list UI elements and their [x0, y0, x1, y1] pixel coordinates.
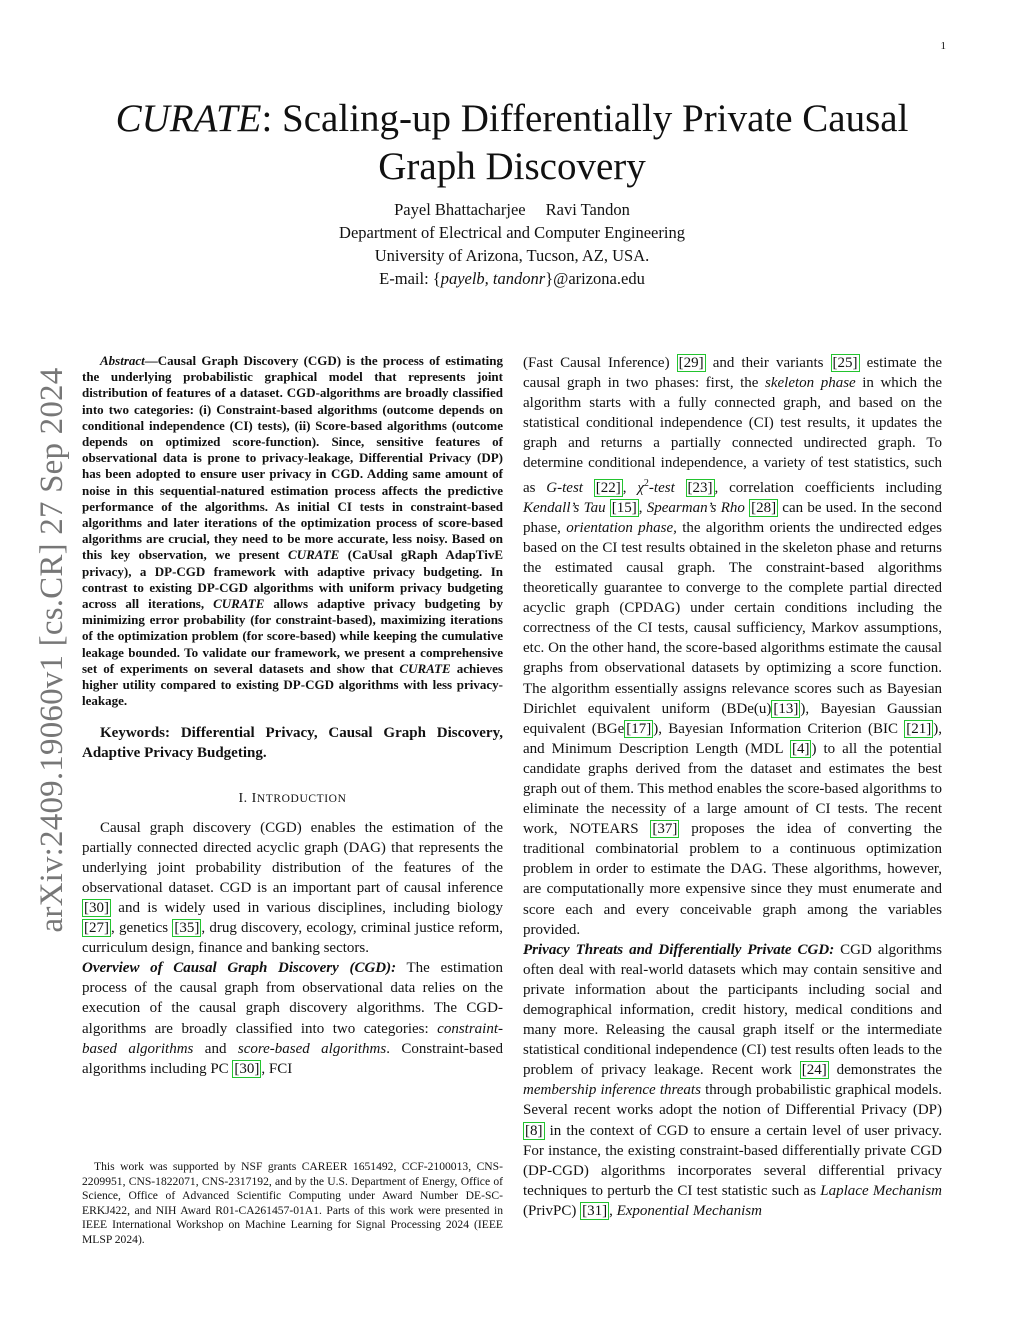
section-heading-introduction: I. INTRODUCTION	[238, 791, 347, 807]
paper-title	[92, 95, 932, 191]
arxiv-identifier: arXiv:2409.19060v1 [cs.CR] 27 Sep 2024	[34, 367, 70, 933]
citation-link[interactable]: [27]	[84, 920, 109, 937]
citation-link[interactable]: [37]	[652, 821, 678, 838]
citation-link[interactable]: [22]	[595, 479, 621, 496]
citation-link[interactable]: [25]	[832, 355, 858, 371]
citation-link[interactable]: [29]	[678, 355, 704, 371]
citation-link[interactable]: [21]	[906, 720, 932, 737]
citation-link[interactable]: [4]	[791, 740, 810, 757]
citation-link[interactable]: [24]	[801, 1062, 827, 1079]
author-name: Ravi Tandon	[545, 200, 630, 219]
paragraph-heading: Overview of Causal Graph Discovery (CGD):	[82, 960, 397, 977]
citation-link[interactable]: [30]	[84, 899, 109, 916]
citation-link[interactable]: [17]	[626, 720, 652, 737]
abstract-lead: Abstract	[100, 353, 145, 368]
body-paragraph: (Fast Causal Inference) [29] and their variants [25] estimate the causal graph in two phases: first, the skeleton phase in which the algorithm starts with a fully connected graph, and based on the statistical conditional independence (CI) test results, it updates the graph and returns a partially connected undirected graph. To determine conditional independence, a variety of test statistics, such as G-test [22] , $\chi^2$-test [23] , correlation coefficients including Kendall’s Tau [15] , Spearman’s Rho [28] can be used. In the second phase, orientation phase, the algorithm orients the undirected edges based on the CI test results obtained in the skeleton phase and returns the estimated causal graph. The constraint-based algorithms theoretically guarantee to converge to the complete partial directed acyclic graph (CPDAG) under certain conditions including the correctness of the CI tests, causal sufficiency, Markov assumptions, etc. On the other hand, the score-based algorithms estimate the causal graphs from observational datasets by optimizing a score function. The algorithm essentially assigns relevance scores such as Bayesian Dirichlet equivalent uniform (BDe(u) [13] ), Bayesian Gaussian equivalent (BGe [17] ), Bayesian Information Criterion (BIC [21] ), and Minimum Description Length (MDL [4] ) to all the potential candidate graphs derived from the dataset and estimates the best graph out of them. This method enables the score-based algorithms to eliminate the necessity of a large amount of CI tests. The recent work, NOTEARS [37] proposes the idea of converting the traditional combinatorial problem to a continuous optimization problem in order to estimate the DAG. These algorithms, however, are computationally more expensive since they must enumerate and score each and every conceivable graph among the variables provided.	[523, 355, 943, 938]
citation-link[interactable]: [23]	[687, 479, 713, 496]
overview-paragraph: Overview of Causal Graph Discovery (CGD): The estimation process of the causal graph from observational data relies on the execution of the causal graph discovery algorithms. The CGD-algorithms are broadly classified into two categories: constraint-based algorithms and score-based algorithms. Constraint-based algorithms including PC [30] , FCI	[82, 960, 503, 1077]
privacy-paragraph: Privacy Threats and Differentially Private CGD: CGD algorithms often deal with real-world datasets which may contain sensitive and private information about the participants including social and demographical information, credit history, medical conditions and many more. Releasing the causal graph itself or the intermediate statistical conditional independence (CI) test results often leads to the problem of privacy leakage. Recent work [24] demonstrates the membership inference threats through probabilistic graphical models. Several recent works adopt the notion of Differential Privacy (DP) [8] in the context of CGD to ensure a certain level of user privacy. For instance, the existing constraint-based differentially private CGD (DP-CGD) algorithms incorporates several differential privacy techniques to perturb the CI test statistic such as Laplace Mechanism (PrivPC) [31] , Exponential Mechanism	[523, 941, 943, 1219]
author-email: E-mail: {payelb, tandonr}@arizona.edu	[379, 269, 645, 288]
title-curate: CURATE	[115, 97, 262, 140]
citation-link[interactable]: [8]	[525, 1122, 543, 1139]
keywords: Keywords: Differential Privacy, Causal Graph Discovery, Adaptive Privacy Budgeting.	[82, 725, 503, 762]
page-number: 1	[940, 40, 946, 52]
author-university: University of Arizona, Tucson, AZ, USA.	[374, 246, 650, 265]
citation-link[interactable]: [31]	[582, 1202, 608, 1219]
citation-link[interactable]: [28]	[751, 499, 777, 516]
footnote: This work was supported by NSF grants CAREER 1651492, CCF-2100013, CNS-2209951, CNS-1822071, CNS-2317192, and by the U.S. Department of Energy, Office of Science, Office of Advanced Scientific Computing under Award Number DE-SC-ERKJ422, and NIH Award R01-CA261457-01A1. Parts of this work were presented in IEEE International Workshop on Machine Learning for Signal Processing 2024 (IEEE MLSP 2024).	[82, 1160, 503, 1246]
title-line2: Graph Discovery	[378, 145, 646, 188]
citation-link[interactable]: [30]	[234, 1060, 260, 1077]
citation-link[interactable]: [13]	[773, 700, 799, 717]
left-column	[82, 353, 503, 1079]
right-column	[523, 353, 942, 1221]
abstract: Abstract—Causal Graph Discovery (CGD) is the process of estimating the underlying probabilistic graphical model that represents joint distribution of features of a dataset. CGD-algorithms are broadly classified into two categories: (i) Constraint-based algorithms (outcome depends on conditional independence (CI) tests), (ii) Score-based algorithms (outcome depends on optimized score-function). Since, sensitive features of observational data is prone to privacy-leakage, Differential Privacy (DP) has been adopted to ensure user privacy in CGD. Adding same amount of noise in this sequential-natured estimation process affects the predictive performance of the algorithms. As initial CI tests in constraint-based algorithms and later iterations of the optimization process of score-based algorithms are crucial, they need to be more accurate, less noisy. Based on this key observation, we present CURATE (CaUsal gRaph AdapTivE privacy), a DP-CGD framework with adaptive privacy budgeting. In contrast to existing DP-CGD algorithms with uniform privacy budgeting across all iterations, CURATE allows adaptive privacy budgeting by minimizing error probability (for constraint-based), maximizing iterations of the optimization problem (for score-based) while keeping the cumulative leakage bounded. To validate our framework, we present a comprehensive set of experiments on several datasets and show that CURATE achieves higher utility compared to existing DP-CGD algorithms with less privacy-leakage.	[82, 353, 504, 709]
author-department: Department of Electrical and Computer Engineering	[339, 223, 685, 242]
citation-link[interactable]: [35]	[174, 920, 200, 937]
citation-link[interactable]: [15]	[611, 499, 637, 516]
author-block	[262, 198, 762, 290]
title-line1: : Scaling-up Differentially Private Causal	[261, 97, 909, 140]
paragraph-heading: Privacy Threats and Differentially Private CGD:	[523, 941, 835, 958]
author-name: Payel Bhattacharjee	[394, 200, 526, 219]
intro-paragraph: Causal graph discovery (CGD) enables the estimation of the partially connected directed acyclic graph (DAG) that represents the underlying joint probability distribution of the features of the observational dataset. CGD is an important part of causal inference [30] and is widely used in various disciplines, including biology [27] , genetics [35] , drug discovery, ecology, criminal justice reform, curriculum design, finance and banking sectors.	[82, 819, 503, 957]
